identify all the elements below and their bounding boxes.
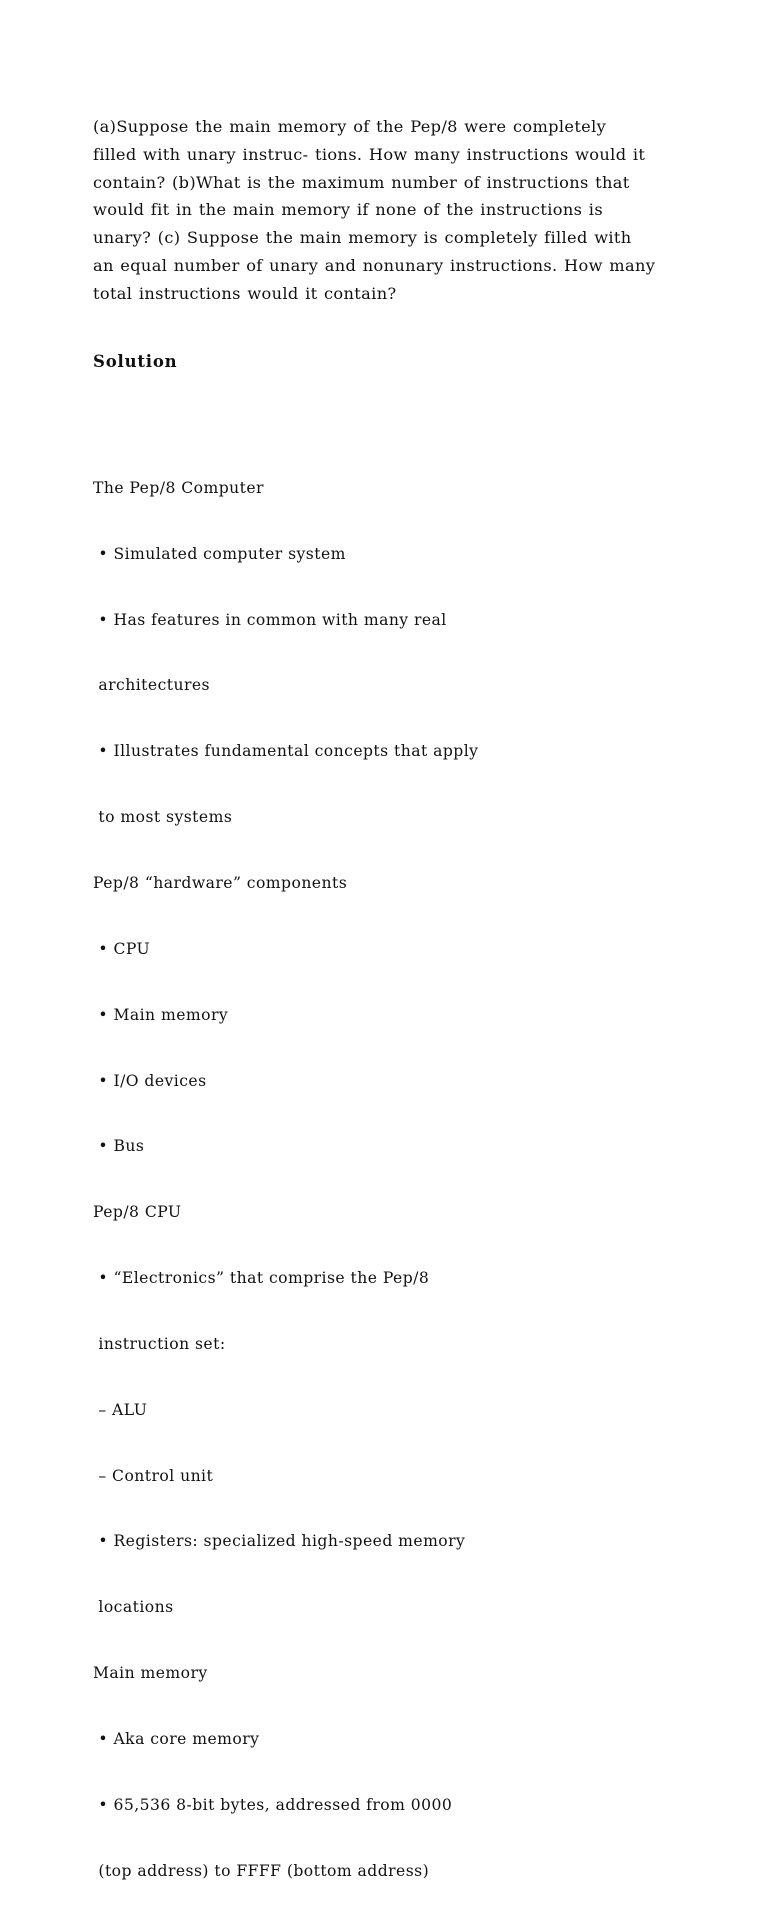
note-line: • I/O devices bbox=[93, 1071, 207, 1090]
question-line: total instructions would it contain? bbox=[93, 283, 397, 303]
solution-heading: Solution bbox=[93, 352, 178, 371]
question-line: would fit in the main memory if none of the instructions is bbox=[93, 200, 603, 220]
question-line: an equal number of unary and nonunary instructions. How many bbox=[93, 255, 656, 275]
note-line: The Pep/8 Computer bbox=[93, 478, 264, 497]
question-line: filled with unary instruc- tions. How many instructions would it bbox=[93, 144, 646, 164]
note-line: • Registers: specialized high-speed memory bbox=[93, 1532, 466, 1551]
note-line: • Has features in common with many real bbox=[93, 610, 447, 629]
solution-notes bbox=[93, 434, 613, 1926]
note-line: Pep/8 CPU bbox=[93, 1203, 182, 1222]
note-line: Main memory bbox=[93, 1664, 208, 1683]
note-line: locations bbox=[93, 1598, 174, 1617]
note-line: Pep/8 “hardware” components bbox=[93, 873, 348, 892]
note-line: instruction set: bbox=[93, 1334, 226, 1353]
note-line: – Control unit bbox=[93, 1466, 214, 1485]
question-line: unary? (c) Suppose the main memory is completely filled with bbox=[93, 228, 632, 248]
note-line: to most systems bbox=[93, 808, 233, 827]
note-line: • Illustrates fundamental concepts that apply bbox=[93, 742, 479, 761]
note-line: • “Electronics” that comprise the Pep/8 bbox=[93, 1269, 430, 1288]
note-line: • Main memory bbox=[93, 1005, 229, 1024]
note-line: • CPU bbox=[93, 939, 151, 958]
question-line: (a)Suppose the main memory of the Pep/8 were completely bbox=[93, 117, 607, 136]
note-line: • Simulated computer system bbox=[93, 544, 346, 563]
question-paragraph bbox=[93, 113, 683, 308]
note-line: • Bus bbox=[93, 1137, 145, 1156]
question-line: contain? (b)What is the maximum number of instructions that bbox=[93, 172, 630, 192]
note-line: • Aka core memory bbox=[93, 1729, 260, 1748]
note-line: (top address) to FFFF (bottom address) bbox=[93, 1861, 430, 1880]
note-line: • 65,536 8-bit bytes, addressed from 0000 bbox=[93, 1795, 453, 1814]
note-line: architectures bbox=[93, 676, 210, 695]
note-line: – ALU bbox=[93, 1400, 148, 1419]
